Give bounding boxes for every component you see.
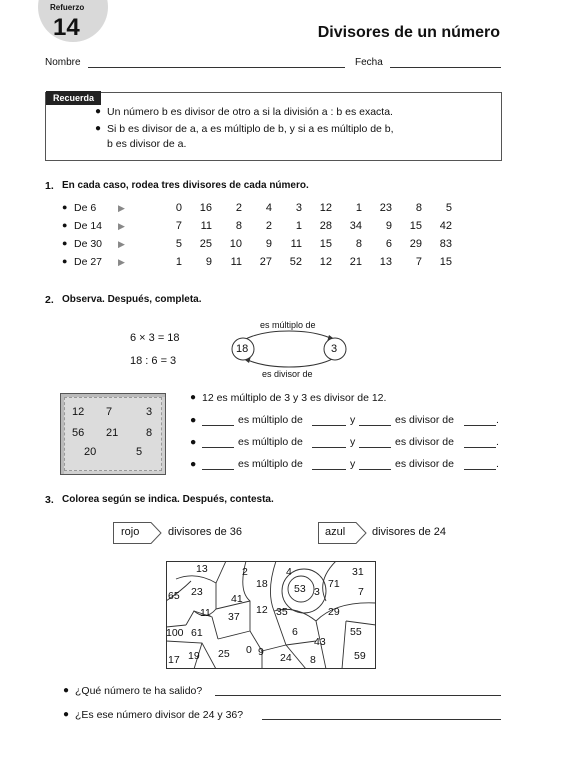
q2-equation-2: 18 : 6 = 3: [130, 355, 177, 367]
card-number: 20: [84, 446, 97, 458]
sentence-fragment: es divisor de: [395, 458, 454, 470]
name-field[interactable]: [88, 67, 345, 68]
card-number: 21: [106, 427, 119, 439]
puzzle-number[interactable]: 71: [328, 578, 340, 590]
number-option[interactable]: 15: [439, 256, 452, 268]
blank-field[interactable]: [464, 469, 496, 470]
number-option[interactable]: 11: [200, 220, 212, 232]
triangle-right-icon: ▶: [118, 221, 125, 231]
number-option[interactable]: 29: [409, 238, 422, 250]
number-option[interactable]: 1: [355, 202, 362, 214]
q3-question-2: ● ¿Es ese número divisor de 24 y 36?: [63, 709, 244, 721]
number-option[interactable]: 15: [319, 238, 332, 250]
number-option[interactable]: 7: [415, 256, 422, 268]
bullet-icon: ●: [190, 414, 197, 426]
blank-field[interactable]: [359, 469, 391, 470]
blank-field[interactable]: [359, 447, 391, 448]
number-option[interactable]: 27: [259, 256, 272, 268]
puzzle-number[interactable]: 7: [358, 586, 364, 598]
puzzle-number[interactable]: 29: [328, 606, 340, 618]
sentence-fragment: es múltiplo de: [238, 414, 303, 426]
sentence-fragment: y: [350, 436, 356, 448]
number-option[interactable]: 8: [355, 238, 362, 250]
number-option[interactable]: 15: [409, 220, 422, 232]
number-option[interactable]: 1: [295, 220, 302, 232]
puzzle-number[interactable]: 12: [256, 604, 268, 616]
number-option[interactable]: 11: [290, 238, 302, 250]
number-option[interactable]: 42: [439, 220, 452, 232]
blank-field[interactable]: [464, 425, 496, 426]
puzzle-number[interactable]: 3: [314, 586, 320, 598]
number-option[interactable]: 9: [385, 220, 392, 232]
bullet-icon: ●: [95, 106, 102, 117]
puzzle-number[interactable]: 19: [188, 650, 200, 662]
number-option[interactable]: 2: [235, 202, 242, 214]
number-option[interactable]: 25: [199, 238, 212, 250]
sentence-fragment: .: [496, 458, 499, 470]
number-option[interactable]: 3: [295, 202, 302, 214]
card-number: 7: [106, 406, 113, 418]
diagram-left-value: 18: [236, 343, 249, 355]
row-label: De 30: [74, 238, 103, 250]
q2-number: 2.: [45, 294, 54, 306]
date-label: Fecha: [355, 57, 383, 68]
red-tag-label: rojo: [121, 526, 140, 538]
q3-question-1: ● ¿Qué número te ha salido?: [63, 685, 203, 697]
number-option[interactable]: 9: [205, 256, 212, 268]
number-option[interactable]: 1: [175, 256, 182, 268]
blank-field[interactable]: [312, 469, 346, 470]
number-option[interactable]: 11: [230, 256, 242, 268]
sentence-fragment: y: [350, 458, 356, 470]
number-option[interactable]: 83: [439, 238, 452, 250]
bullet-icon: ●: [62, 202, 68, 212]
blue-tag-text: divisores de 24: [372, 526, 446, 538]
sentence-fragment: es múltiplo de: [238, 458, 303, 470]
card-number: 12: [72, 406, 85, 418]
recuerda-bullet-1: ● Un número b es divisor de otro a si la división a : b es exacta.: [95, 106, 393, 118]
card-number: 3: [146, 406, 153, 418]
q2-title: Observa. Después, completa.: [62, 294, 202, 305]
sentence-fragment: es múltiplo de: [238, 436, 303, 448]
number-option[interactable]: 0: [175, 202, 182, 214]
number-option[interactable]: 12: [319, 256, 332, 268]
number-option[interactable]: 5: [175, 238, 182, 250]
q1-title: En cada caso, rodea tres divisores de cada número.: [62, 180, 309, 191]
puzzle-number[interactable]: 53: [294, 583, 306, 595]
number-option[interactable]: 4: [265, 202, 272, 214]
blank-field[interactable]: [312, 447, 346, 448]
blank-field[interactable]: [359, 425, 391, 426]
q2-equation-1: 6 × 3 = 18: [130, 332, 180, 344]
triangle-right-icon: ▶: [118, 239, 125, 249]
number-option[interactable]: 8: [235, 220, 242, 232]
puzzle-number[interactable]: 43: [314, 636, 326, 648]
puzzle-number[interactable]: 61: [191, 627, 203, 639]
number-option[interactable]: 10: [229, 238, 242, 250]
bullet-icon: ●: [63, 709, 70, 720]
sentence-fragment: .: [496, 436, 499, 448]
q3-number: 3.: [45, 494, 54, 506]
diagram-right-value: 3: [331, 343, 338, 355]
bullet-icon: ●: [62, 220, 68, 230]
blank-field[interactable]: [202, 425, 234, 426]
sentence-fragment: y: [350, 414, 356, 426]
q3-title: Colorea según se indica. Después, contesta.: [62, 494, 274, 505]
card-number: 56: [72, 427, 85, 439]
puzzle-number[interactable]: 17: [168, 654, 180, 666]
puzzle-number[interactable]: 35: [276, 606, 288, 618]
number-option[interactable]: 6: [385, 238, 392, 250]
blank-field[interactable]: [202, 447, 234, 448]
card-number: 8: [146, 427, 153, 439]
puzzle-number[interactable]: 2: [242, 566, 248, 578]
number-option[interactable]: 21: [349, 256, 362, 268]
page-title: Divisores de un número: [317, 24, 500, 41]
answer-field-2[interactable]: [262, 719, 501, 720]
puzzle-number[interactable]: 13: [196, 563, 208, 575]
number-option[interactable]: 9: [265, 238, 272, 250]
sentence-fragment: es divisor de: [395, 414, 454, 426]
number-option[interactable]: 34: [349, 220, 362, 232]
number-option[interactable]: 5: [445, 202, 452, 214]
blue-tag-label: azul: [325, 526, 346, 538]
number-option[interactable]: 7: [175, 220, 182, 232]
bullet-icon: ●: [190, 436, 197, 448]
blank-field[interactable]: [464, 447, 496, 448]
bullet-icon: ●: [62, 238, 68, 248]
q2-sentence-1: ● 12 es múltiplo de 3 y 3 es divisor de 12.: [190, 392, 387, 404]
puzzle-number[interactable]: 55: [350, 626, 362, 638]
recuerda-bullet-2: ● Si b es divisor de a, a es múltiplo de b, y si a es múltiplo de b,: [95, 123, 394, 135]
blank-field[interactable]: [312, 425, 346, 426]
number-option[interactable]: 13: [379, 256, 392, 268]
bullet-icon: ●: [95, 123, 102, 134]
number-option[interactable]: 8: [415, 202, 422, 214]
date-field[interactable]: [390, 67, 501, 68]
puzzle-number[interactable]: 37: [228, 611, 240, 623]
number-option[interactable]: 2: [265, 220, 272, 232]
arrow-top-label: es múltiplo de: [260, 320, 316, 330]
puzzle-number[interactable]: 8: [310, 654, 316, 666]
badge-label: Refuerzo: [50, 3, 85, 12]
number-option[interactable]: 23: [379, 202, 392, 214]
recuerda-bullet-2-cont: b es divisor de a.: [107, 138, 187, 150]
badge-number: 14: [53, 14, 80, 41]
puzzle-number[interactable]: 18: [256, 578, 268, 590]
number-option[interactable]: 16: [199, 202, 212, 214]
arrow-bottom-label: es divisor de: [262, 369, 313, 379]
puzzle-number[interactable]: 4: [286, 566, 292, 578]
row-label: De 6: [74, 202, 97, 214]
puzzle-number[interactable]: 100: [166, 627, 184, 639]
number-option[interactable]: 52: [289, 256, 302, 268]
row-label: De 14: [74, 220, 103, 232]
puzzle-number[interactable]: 41: [231, 593, 243, 605]
recuerda-tag: Recuerda: [46, 91, 101, 105]
puzzle-number[interactable]: 65: [168, 590, 180, 602]
puzzle-number[interactable]: 59: [354, 650, 366, 662]
row-label: De 27: [74, 256, 103, 268]
sentence-fragment: es divisor de: [395, 436, 454, 448]
triangle-right-icon: ▶: [118, 257, 125, 267]
puzzle-number[interactable]: 23: [191, 586, 203, 598]
puzzle-number[interactable]: 0: [246, 644, 252, 656]
card-number: 5: [136, 446, 143, 458]
puzzle-number[interactable]: 25: [218, 648, 230, 660]
sentence-fragment: .: [496, 414, 499, 426]
blank-field[interactable]: [202, 469, 234, 470]
puzzle-number[interactable]: 9: [258, 646, 264, 658]
name-label: Nombre: [45, 57, 81, 68]
answer-field-1[interactable]: [215, 695, 501, 696]
puzzle-number[interactable]: 6: [292, 626, 298, 638]
red-tag-text: divisores de 36: [168, 526, 242, 538]
triangle-right-icon: ▶: [118, 203, 125, 213]
bullet-icon: ●: [62, 256, 68, 266]
puzzle-number[interactable]: 31: [352, 566, 364, 578]
bullet-icon: ●: [190, 392, 197, 403]
number-option[interactable]: 12: [319, 202, 332, 214]
puzzle-number[interactable]: 24: [280, 652, 292, 664]
number-option[interactable]: 28: [319, 220, 332, 232]
bullet-icon: ●: [63, 685, 70, 696]
q1-number: 1.: [45, 180, 54, 192]
bullet-icon: ●: [190, 458, 197, 470]
puzzle-number[interactable]: 11: [200, 607, 211, 619]
